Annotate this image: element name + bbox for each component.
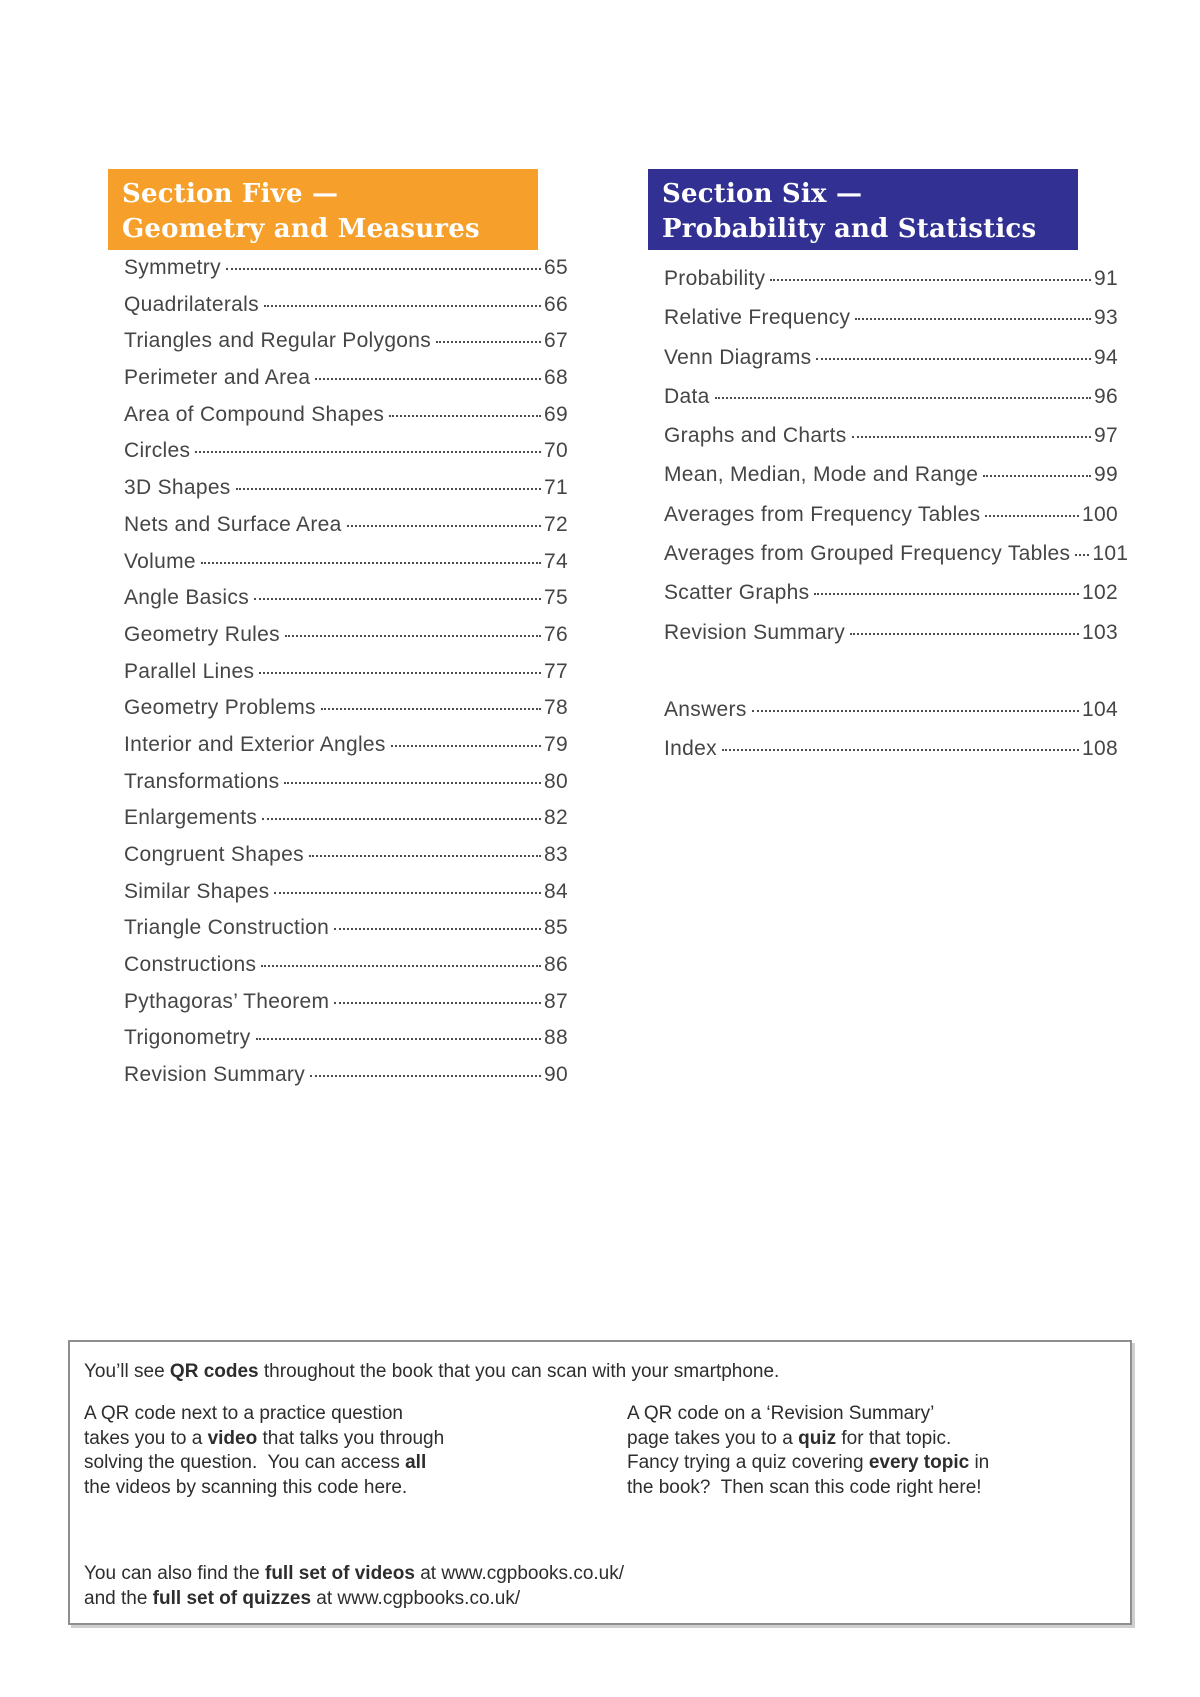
- toc-leader-dots: [309, 855, 541, 857]
- toc-leader-dots: [816, 358, 1091, 360]
- toc-leader-dots: [315, 378, 541, 380]
- toc-item-label: Enlargements: [124, 806, 258, 830]
- text-line: solving the question. You can access all: [84, 1452, 427, 1473]
- text-line: You’ll see QR codes throughout the book that you can scan with your smartphone.: [84, 1361, 780, 1382]
- toc-leader-dots: [334, 928, 541, 930]
- toc-leader-dots: [770, 279, 1091, 281]
- toc-leader-dots: [226, 268, 541, 270]
- toc-page-number: 87: [544, 989, 568, 1013]
- toc-row: [648, 534, 1129, 573]
- toc-page-number: 86: [544, 953, 568, 977]
- toc-leader-dots: [284, 782, 541, 784]
- toc-row: [108, 544, 568, 581]
- toc-row: [648, 613, 1118, 652]
- toc-leader-dots: [262, 818, 541, 820]
- toc-leader-dots: [334, 1002, 541, 1004]
- toc-item-label: Averages from Grouped Frequency Tables: [664, 542, 1071, 566]
- toc-leader-dots: [310, 1075, 541, 1077]
- toc-row: [108, 764, 568, 801]
- toc-page-number: 100: [1082, 502, 1118, 526]
- toc-page-number: 83: [544, 843, 568, 866]
- toc-page-number: 70: [544, 439, 568, 463]
- toc-leader-dots: [436, 341, 541, 343]
- toc-row: [108, 470, 568, 507]
- toc-item-label: Answers: [664, 697, 747, 721]
- answers-index-list: [648, 690, 1118, 769]
- text-line: You can also find the full set of videos at www.cgpbooks.co.uk/: [84, 1563, 625, 1584]
- text-line: A QR code on a ‘Revision Summary’: [627, 1403, 935, 1424]
- toc-row: [648, 690, 1118, 729]
- section-six-header: [648, 169, 1078, 250]
- toc-item-label: Trigonometry: [124, 1026, 251, 1050]
- toc-row: [648, 573, 1118, 612]
- toc-row: [108, 1057, 568, 1094]
- toc-row: [108, 507, 568, 544]
- toc-leader-dots: [715, 397, 1091, 399]
- section-six-title-line1: Section Six —: [662, 178, 863, 209]
- toc-item-label: Constructions: [124, 953, 257, 977]
- toc-leader-dots: [752, 710, 1079, 712]
- toc-page-number: 103: [1082, 620, 1118, 644]
- toc-row: [108, 397, 568, 434]
- toc-item-label: Triangles and Regular Polygons: [124, 329, 432, 353]
- toc-leader-dots: [855, 318, 1091, 320]
- section-five-column: [108, 169, 568, 1094]
- toc-row: [108, 360, 568, 397]
- toc-row: [648, 377, 1118, 416]
- toc-page-number: 108: [1082, 737, 1118, 761]
- toc-page-number: 91: [1094, 267, 1118, 290]
- toc-row: [648, 495, 1118, 534]
- toc-item-label: Transformations: [124, 769, 280, 793]
- toc-page-number: 80: [544, 769, 568, 793]
- toc-item-label: Volume: [124, 549, 196, 573]
- toc-leader-dots: [391, 745, 541, 747]
- toc-item-label: Parallel Lines: [124, 659, 255, 683]
- toc-page-number: 102: [1082, 581, 1118, 605]
- section-five-title-line2: Geometry and Measures: [122, 213, 480, 244]
- section-five-title-line1: Section Five —: [122, 178, 339, 209]
- toc-item-label: Revision Summary: [124, 1063, 306, 1087]
- toc-page-number: 68: [544, 366, 568, 390]
- toc-leader-dots: [850, 633, 1079, 635]
- toc-page-number: 74: [544, 549, 568, 573]
- toc-leader-dots: [985, 515, 1079, 517]
- qr-quiz-paragraph: [627, 1402, 989, 1500]
- toc-row: [108, 617, 568, 654]
- toc-row: [108, 727, 568, 764]
- toc-leader-dots: [201, 562, 541, 564]
- toc-page-number: 90: [544, 1063, 568, 1087]
- toc-item-label: Angle Basics: [124, 586, 249, 610]
- toc-item-label: Revision Summary: [664, 620, 846, 644]
- toc-item-label: Geometry Rules: [124, 622, 280, 646]
- toc-page-number: 79: [544, 732, 568, 756]
- toc-leader-dots: [347, 525, 541, 527]
- toc-item-label: Mean, Median, Mode and Range: [664, 463, 979, 487]
- toc-leader-dots: [264, 305, 541, 307]
- toc-leader-dots: [285, 635, 541, 637]
- qr-info-box: [68, 1340, 1132, 1625]
- toc-item-label: Index: [664, 737, 717, 761]
- qr-footer-links: [84, 1561, 624, 1611]
- toc-item-label: Graphs and Charts: [664, 424, 847, 448]
- toc-item-label: Venn Diagrams: [664, 345, 812, 369]
- toc-item-label: Congruent Shapes: [124, 843, 304, 866]
- toc-leader-dots: [321, 708, 541, 710]
- toc-leader-dots: [722, 749, 1079, 751]
- toc-page-number: 69: [544, 402, 568, 426]
- section-six-title-line2: Probability and Statistics: [662, 213, 1037, 244]
- toc-item-label: Scatter Graphs: [664, 581, 810, 605]
- toc-item-label: Pythagoras’ Theorem: [124, 989, 330, 1013]
- toc-row: [108, 580, 568, 617]
- toc-leader-dots: [261, 965, 541, 967]
- section-five-toc-list: [108, 250, 568, 1094]
- section-six-column: [648, 169, 1129, 769]
- toc-row: [108, 947, 568, 984]
- toc-row: [108, 287, 568, 324]
- toc-page-number: 85: [544, 916, 568, 940]
- toc-item-label: Similar Shapes: [124, 879, 270, 903]
- toc-page-number: 104: [1082, 697, 1118, 721]
- text-line: A QR code next to a practice question: [84, 1403, 403, 1424]
- toc-row: [108, 433, 568, 470]
- toc-row: [108, 250, 568, 287]
- toc-leader-dots: [259, 672, 541, 674]
- toc-page-number: 99: [1094, 463, 1118, 487]
- toc-page-number: 65: [544, 256, 568, 279]
- toc-page-number: 75: [544, 586, 568, 610]
- toc-page-number: 82: [544, 806, 568, 830]
- toc-item-label: 3D Shapes: [124, 476, 231, 500]
- toc-item-label: Relative Frequency: [664, 306, 851, 330]
- toc-row: [108, 654, 568, 691]
- toc-row: [108, 1020, 568, 1057]
- toc-item-label: Circles: [124, 439, 191, 463]
- toc-row: [108, 984, 568, 1021]
- toc-item-label: Quadrilaterals: [124, 292, 259, 316]
- toc-page-number: 96: [1094, 384, 1118, 408]
- text-line: page takes you to a quiz for that topic.: [627, 1427, 952, 1449]
- toc-item-label: Geometry Problems: [124, 696, 316, 720]
- toc-page-number: 94: [1094, 345, 1118, 369]
- toc-leader-dots: [256, 1038, 542, 1040]
- toc-leader-dots: [389, 415, 541, 417]
- toc-page-number: 93: [1094, 306, 1118, 330]
- toc-leader-dots: [1075, 554, 1089, 556]
- toc-row: [648, 259, 1118, 298]
- toc-row: [108, 910, 568, 947]
- toc-row: [108, 323, 568, 360]
- toc-row: [108, 837, 568, 874]
- toc-row: [648, 729, 1118, 768]
- qr-video-paragraph: [84, 1402, 444, 1500]
- toc-page-number: 76: [544, 622, 568, 646]
- toc-item-label: Interior and Exterior Angles: [124, 732, 386, 756]
- toc-page-number: 77: [544, 659, 568, 683]
- toc-leader-dots: [852, 436, 1092, 438]
- toc-leader-dots: [254, 598, 541, 600]
- toc-page-number: 101: [1092, 542, 1129, 566]
- toc-row: [108, 690, 568, 727]
- toc-item-label: Symmetry: [124, 256, 221, 279]
- toc-leader-dots: [983, 475, 1091, 477]
- toc-leader-dots: [814, 593, 1079, 595]
- toc-item-label: Averages from Frequency Tables: [664, 502, 981, 526]
- toc-item-label: Perimeter and Area: [124, 366, 311, 390]
- toc-item-label: Probability: [664, 267, 766, 290]
- toc-row: [648, 455, 1118, 494]
- text-line: the book? Then scan this code right here!: [627, 1476, 982, 1498]
- toc-item-label: Area of Compound Shapes: [124, 402, 385, 426]
- toc-page-number: 84: [544, 879, 568, 903]
- text-line: takes you to a video that talks you through: [84, 1427, 445, 1449]
- toc-row: [108, 800, 568, 837]
- toc-page-number: 72: [544, 512, 568, 536]
- toc-row: [108, 874, 568, 911]
- toc-page-number: 97: [1094, 424, 1118, 448]
- section-five-header: [108, 169, 538, 250]
- toc-row: [648, 416, 1118, 455]
- section-six-toc-list: [648, 259, 1129, 652]
- toc-page-number: 66: [544, 292, 568, 316]
- toc-leader-dots: [195, 451, 541, 453]
- toc-leader-dots: [274, 892, 541, 894]
- toc-row: [648, 338, 1118, 377]
- text-line: and the full set of quizzes at www.cgpbooks.co.uk/: [84, 1588, 521, 1609]
- toc-page-number: 71: [544, 476, 568, 500]
- toc-page-number: 67: [544, 329, 568, 353]
- text-line: Fancy trying a quiz covering every topic in: [627, 1452, 990, 1473]
- toc-page-number: 78: [544, 696, 568, 720]
- toc-item-label: Triangle Construction: [124, 916, 330, 940]
- toc-item-label: Nets and Surface Area: [124, 512, 342, 536]
- toc-page-number: 88: [544, 1026, 568, 1050]
- toc-leader-dots: [236, 488, 541, 490]
- toc-row: [648, 298, 1118, 337]
- text-line: the videos by scanning this code here.: [84, 1476, 408, 1498]
- qr-intro-text: [84, 1360, 779, 1385]
- toc-item-label: Data: [664, 384, 710, 408]
